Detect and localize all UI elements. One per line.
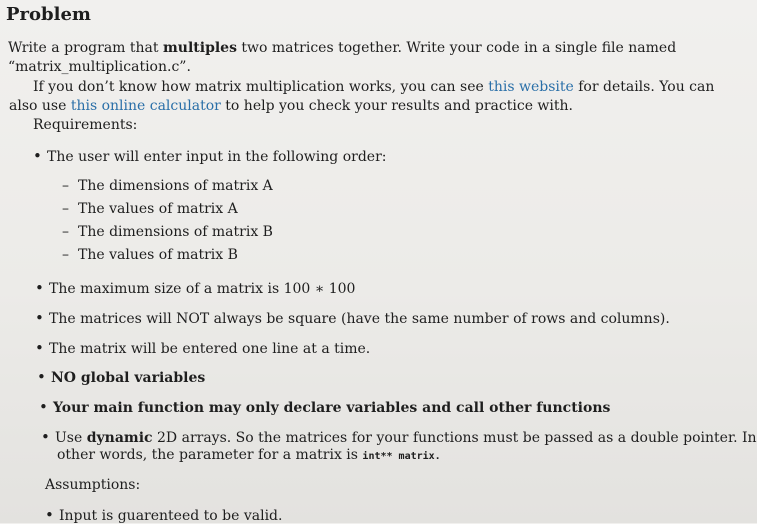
code-snippet: int** matrix. <box>362 451 441 462</box>
not-square-text: The matrices will NOT always be square (have the same number of rows and columns). <box>49 311 670 327</box>
bullet-icon: • <box>35 279 44 297</box>
dash-icon: – <box>62 201 69 217</box>
input-step: The dimensions of matrix A <box>78 178 273 194</box>
info-line-1 <box>33 79 714 95</box>
dynamic-text: Use <box>55 430 87 446</box>
dash-icon: – <box>62 247 69 263</box>
intro-text-end: two matrices together. Write your code in a single file named <box>236 40 677 56</box>
assumptions-heading: Assumptions: <box>45 477 141 493</box>
calculator-link[interactable]: this online calculator <box>70 98 221 114</box>
list-item <box>41 428 757 446</box>
main-only-text: Your main function may only declare variables and call other functions <box>53 400 611 416</box>
dynamic-text-2: other words, the parameter for a matrix is <box>57 447 363 463</box>
info-line-2 <box>9 98 573 114</box>
no-global-text: NO global variables <box>51 370 206 386</box>
dash-icon: – <box>62 224 69 240</box>
sub-list-item <box>62 201 238 217</box>
bullet-icon: • <box>41 428 50 446</box>
dash-icon: – <box>62 178 69 194</box>
dynamic-text-end: 2D arrays. So the matrices for your functions must be passed as a double pointer. In <box>152 430 757 446</box>
list-item <box>33 147 386 165</box>
intro-text: Write a program that <box>8 40 163 56</box>
list-item <box>35 279 355 297</box>
bullet-icon: • <box>45 506 54 524</box>
max-size-text: The maximum size of a matrix is 100 ∗ 100 <box>49 281 356 297</box>
bullet-icon: • <box>37 368 46 386</box>
input-step: The values of matrix A <box>78 201 238 217</box>
info-text-2: also use <box>9 98 71 114</box>
dynamic-line-2 <box>57 447 441 463</box>
intro-bold: multiples <box>162 40 237 56</box>
list-item <box>35 309 670 327</box>
dynamic-bold: dynamic <box>86 430 153 446</box>
website-link[interactable]: this website <box>488 79 574 95</box>
sub-list-item <box>62 247 238 263</box>
list-item <box>37 368 205 386</box>
bullet-icon: • <box>39 398 48 416</box>
input-step: The dimensions of matrix B <box>78 224 273 240</box>
input-order-text: The user will enter input in the following order: <box>47 149 387 165</box>
requirements-heading: Requirements: <box>33 117 138 133</box>
page-title: Problem <box>6 4 91 25</box>
info-text-end: for details. You can <box>573 79 715 95</box>
list-item <box>45 506 282 524</box>
bullet-icon: • <box>35 339 44 357</box>
list-item <box>35 339 370 357</box>
info-text: If you don’t know how matrix multiplication works, you can see <box>33 79 489 95</box>
sub-list-item <box>62 224 273 240</box>
bullet-icon: • <box>33 147 42 165</box>
sub-list-item <box>62 178 273 194</box>
info-text-2-end: to help you check your results and practice with. <box>220 98 573 114</box>
input-step: The values of matrix B <box>78 247 238 263</box>
intro-line-1 <box>8 40 676 56</box>
assumption-text: Input is guarenteed to be valid. <box>59 508 283 524</box>
intro-line-2: “matrix_multiplication.c”. <box>8 59 191 75</box>
bullet-icon: • <box>35 309 44 327</box>
list-item <box>39 398 610 416</box>
one-line-text: The matrix will be entered one line at a time. <box>49 341 371 357</box>
